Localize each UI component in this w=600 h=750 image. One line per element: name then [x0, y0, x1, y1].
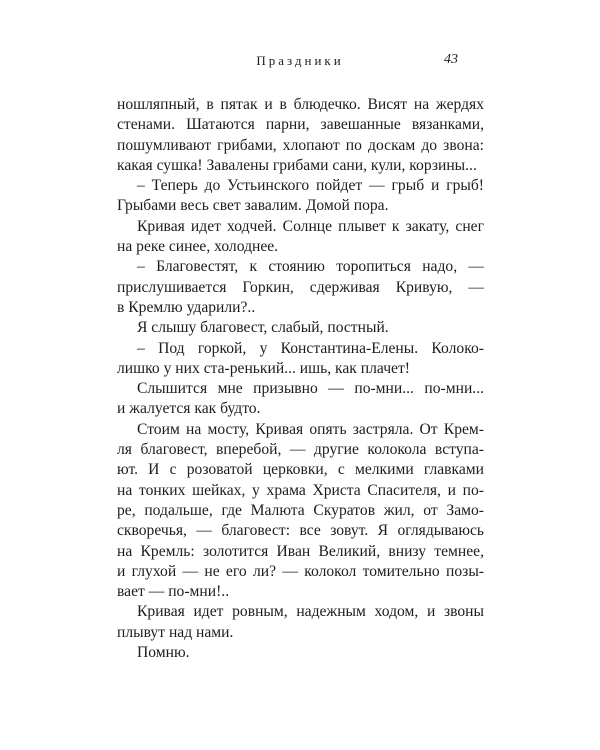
- text-line: – Благовестят, к стоянию торопиться надо, —: [137, 258, 484, 276]
- text-line: – Теперь до Устьинского пойдет — грыб и грыб!: [137, 177, 484, 195]
- text-line: – Под горкой, у Константина-Елены. Колоко-: [137, 339, 484, 357]
- section-title: Праздники: [256, 53, 344, 68]
- text-line: Грыбами весь свет завалим. Домой пора.: [117, 197, 389, 215]
- text-line: какая сушка! Завалены грибами сани, кули, корзины...: [117, 156, 477, 174]
- text-line: ре, подальше, где Малюта Скуратов жил, от Замо-: [117, 501, 484, 519]
- text-line: прислушивается Горкин, сдерживая Кривую, —: [117, 278, 484, 296]
- text-line: вает — по-мни!..: [117, 583, 230, 601]
- text-line: на реке синее, холоднее.: [117, 238, 279, 256]
- running-head: [0, 53, 600, 73]
- text-line: и глухой — не его ли? — колокол томительно позы-: [117, 562, 484, 580]
- text-line: плывут над нами.: [117, 623, 234, 641]
- text-line: в Кремлю ударили?..: [117, 298, 256, 316]
- text-line: Слышится мне призывно — по-мни... по-мни...: [137, 380, 484, 398]
- body-text: [117, 95, 484, 663]
- text-line: на Кремль: золотится Иван Великий, внизу темнее,: [117, 542, 484, 560]
- text-line: Я слышу благовест, слабый, постный.: [137, 319, 389, 337]
- text-line: лишко у них ста-ренький... ишь, как плачет!: [117, 359, 410, 377]
- text-line: Стоим на мосту, Кривая опять застряла. От Крем-: [137, 420, 484, 438]
- text-line: и жалуется как будто.: [117, 400, 261, 418]
- text-line: пошумливают грибами, хлопают по доскам до звона:: [117, 136, 484, 154]
- text-line: Кривая идет ходчей. Солнце плывет к закату, снег: [137, 217, 484, 235]
- text-line: стенами. Шатаются парни, завешанные вязанками,: [117, 116, 484, 134]
- text-line: ношляпный, в пятак и в блюдечко. Висят на жердях: [117, 96, 484, 113]
- text-line: на тонких шейках, у храма Христа Спасителя, и по-: [117, 481, 484, 499]
- text-line: скворечья, — благовест: все зовут. Я оглядываюсь: [117, 522, 484, 540]
- page-number: 43: [444, 52, 458, 67]
- text-line: Помню.: [137, 644, 190, 662]
- text-line: ют. И с розоватой церковки, с мелкими главками: [117, 461, 484, 479]
- text-line: Кривая идет ровным, надежным ходом, и звоны: [137, 603, 484, 621]
- text-line: ля благовест, вперебой, — другие колокола вступа-: [117, 441, 484, 459]
